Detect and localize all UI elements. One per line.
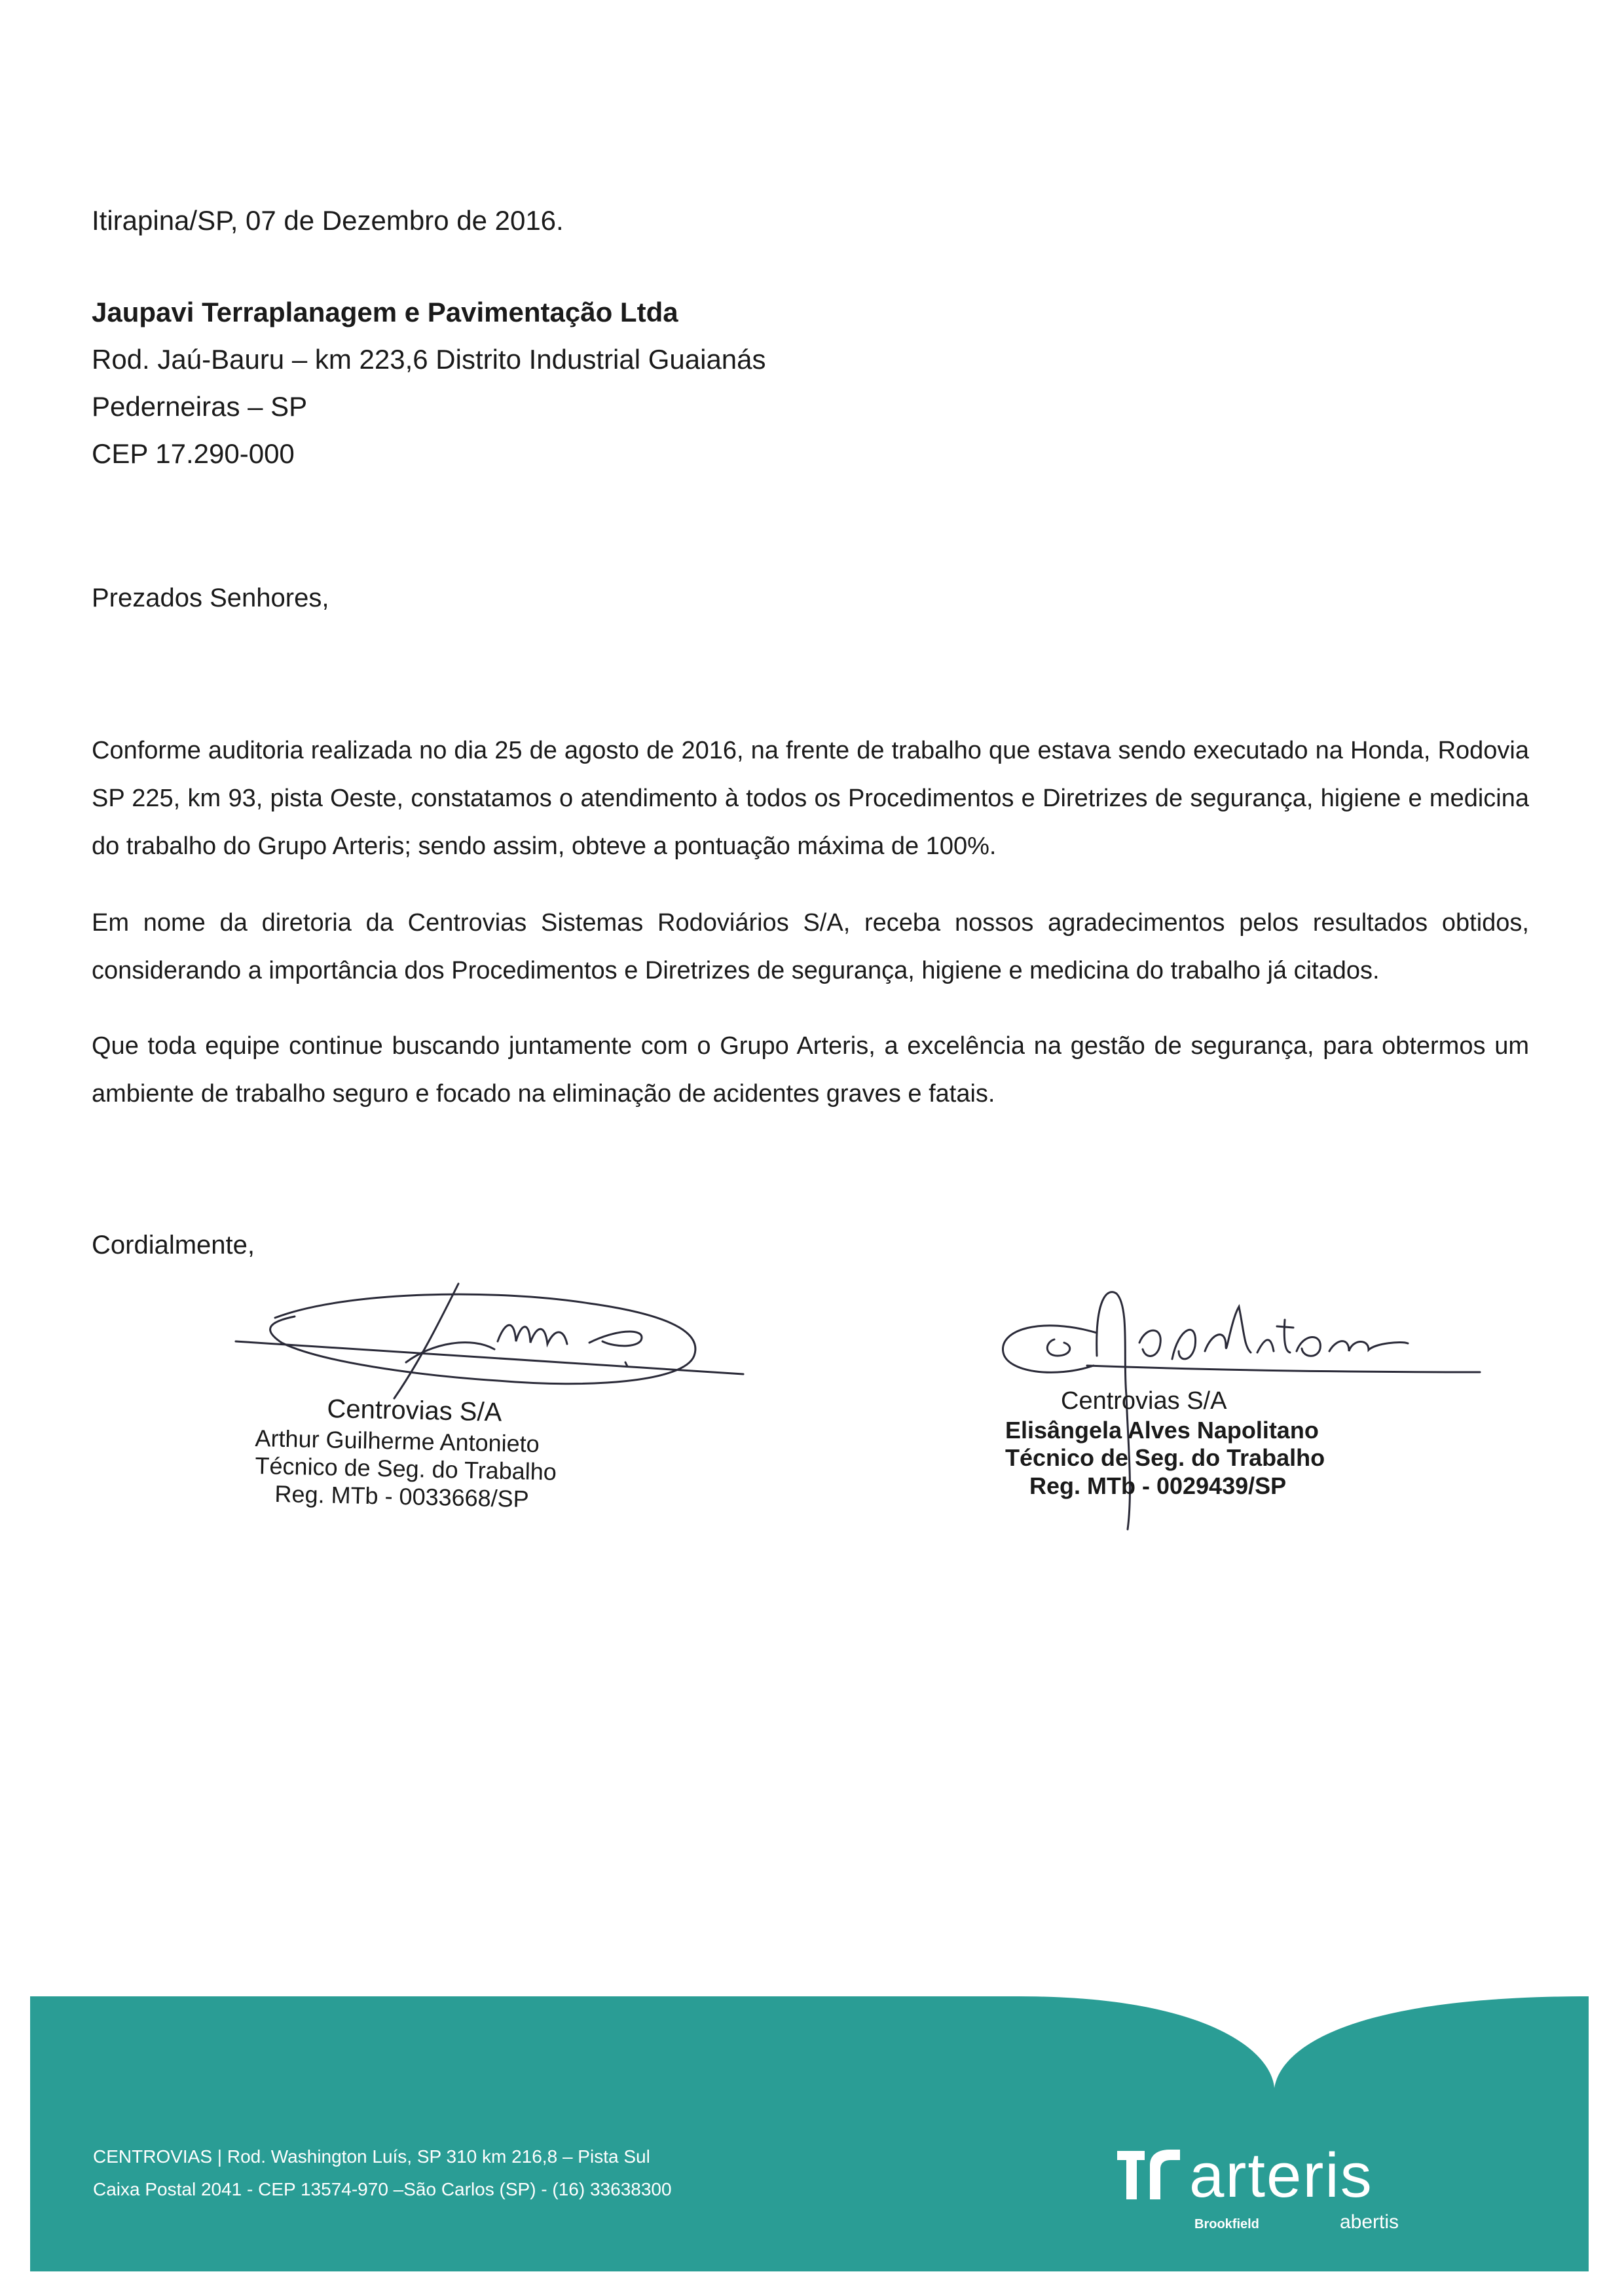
signature-right-company: Centrovias S/A xyxy=(1061,1387,1227,1415)
closing: Cordialmente, xyxy=(92,1231,255,1259)
signature-left-registration: Reg. MTb - 0033668/SP xyxy=(274,1480,530,1513)
footer-banner xyxy=(30,1996,1589,2271)
signature-left-name: Arthur Guilherme Antonieto xyxy=(255,1425,540,1458)
body-paragraph: Em nome da diretoria da Centrovias Sistemas Rodoviários S/A, receba nossos agradecimentos pelos resultados obtidos, considerando a importância dos Procedimentos e Diretrizes de segurança, higiene e medicina do trabalho já citados. xyxy=(92,909,1529,984)
salutation: Prezados Senhores, xyxy=(92,584,329,612)
footer-address-line-2: Caixa Postal 2041 - CEP 13574-970 –São Carlos (SP) - (16) 33638300 xyxy=(93,2179,672,2199)
date-line: Itirapina/SP, 07 de Dezembro de 2016. xyxy=(92,205,564,236)
signature-mark-left xyxy=(223,1264,766,1415)
partner-abertis: abertis xyxy=(1340,2211,1399,2233)
body-paragraph: Conforme auditoria realizada no dia 25 de agosto de 2016, na frente de trabalho que estava sendo executado na Honda, Rodovia SP 225, km 93, pista Oeste, constatamos o atendimento à todos os Procedimentos e Diretrizes de segurança, higiene e medicina do trabalho do Grupo Arteris; sendo assim, obteve a pontuação máxima de 100%. xyxy=(92,737,1529,860)
partner-brookfield: Brookfield xyxy=(1194,2217,1259,2231)
recipient-address: Rod. Jaú-Bauru – km 223,6 Distrito Industrial Guaianás xyxy=(92,344,766,375)
signature-right-name: Elisângela Alves Napolitano xyxy=(1005,1417,1319,1444)
recipient-cep: CEP 17.290-000 xyxy=(92,438,295,469)
signature-left-company: Centrovias S/A xyxy=(327,1394,502,1427)
signature-right-role: Técnico de Seg. do Trabalho xyxy=(1005,1444,1325,1471)
signature-mark-right xyxy=(982,1280,1493,1542)
recipient-company: Jaupavi Terraplanagem e Pavimentação Ltda xyxy=(92,297,678,327)
signature-left-role: Técnico de Seg. do Trabalho xyxy=(255,1452,557,1485)
arteris-logo-icon xyxy=(1117,2146,1183,2205)
footer-address-line-1: CENTROVIAS | Rod. Washington Luís, SP 310 km 216,8 – Pista Sul xyxy=(93,2146,650,2167)
signature-right-registration: Reg. MTb - 0029439/SP xyxy=(1029,1472,1287,1499)
recipient-city: Pederneiras – SP xyxy=(92,391,308,422)
brand-name: arteris xyxy=(1189,2140,1373,2211)
body-paragraph: Que toda equipe continue buscando juntamente com o Grupo Arteris, a excelência na gestão de segurança, para obtermos um ambiente de trabalho seguro e focado na eliminação de acidentes graves e fatais. xyxy=(92,1032,1529,1108)
